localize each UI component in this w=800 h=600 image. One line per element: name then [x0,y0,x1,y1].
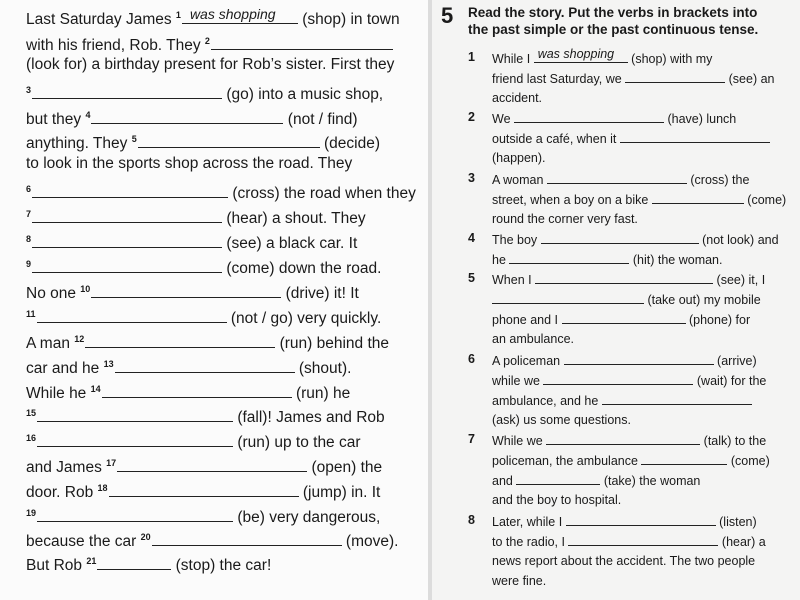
exercise-text: round the corner very fast. [492,212,638,226]
verb-prompt: (take out) my mobile [644,293,761,307]
gap-number: 14 [90,384,101,394]
gap-number: 12 [74,334,85,344]
item-number: 4 [468,231,475,245]
story-line [26,230,357,253]
exercise-line [492,90,542,106]
verb-prompt: (have) lunch [664,112,737,126]
story-line [26,56,394,74]
exercise-line [492,110,736,127]
exercise-text: were fine. [492,574,547,588]
answer-blank[interactable] [641,452,727,465]
verb-prompt: (cross) the [686,173,750,187]
exercise-line [492,47,713,67]
verb-prompt: (run) he [291,385,351,403]
exercise-line [492,211,638,227]
exercise-text: accident. [492,91,543,105]
story-line [26,552,271,575]
exercise-text: and [492,474,517,488]
answer-blank[interactable] [602,392,752,405]
story-line [26,255,381,278]
answer-blank[interactable] [37,507,233,522]
verb-prompt: (be) very dangerous, [233,509,381,527]
exercise-text: A policeman [492,354,564,368]
story-line [26,180,416,203]
answer-blank[interactable] [91,283,281,298]
answer-blank[interactable] [534,47,628,63]
story-line [26,205,366,228]
exercise-instructions-line2: the past simple or the past continuous tense. [468,22,759,37]
story-line [26,479,380,502]
answer-blank[interactable] [32,84,222,99]
exercise-line [492,271,765,288]
answer-blank[interactable] [211,35,393,50]
verb-prompt: (listen) [715,515,757,529]
answer-blank[interactable] [514,110,664,123]
story-text: No one [26,285,81,303]
exercise-text: Later, while I [492,515,566,529]
item-number: 8 [468,513,475,527]
verb-prompt: (come) [743,193,787,207]
answer-blank[interactable] [32,183,228,198]
verb-prompt: (not / find) [283,111,358,129]
gap-number: 10 [80,284,91,294]
gap-number: 2 [204,36,210,46]
answer-blank[interactable] [568,533,718,546]
exercise-text: When I [492,273,536,287]
exercise-text: friend last Saturday, we [492,72,626,86]
answer-blank[interactable] [620,130,770,143]
gap-number: 4 [85,110,91,120]
verb-prompt: (move). [341,533,399,551]
answer-blank[interactable] [492,291,644,304]
exercise-line [492,70,775,87]
exercise-line [492,171,749,188]
answer-blank[interactable] [102,383,292,398]
story-line [26,155,352,173]
exercise-text: The boy [492,233,541,247]
exercise-line [492,553,755,569]
gap-number: 18 [97,483,108,493]
exercise-text: an ambulance. [492,332,575,346]
exercise-text: outside a café, when it [492,132,620,146]
exercise-text: A woman [492,173,547,187]
exercise-text: (happen). [492,151,546,165]
gap-number: 17 [106,458,117,468]
verb-prompt: (see) it, I [713,273,766,287]
exercise-text: We [492,112,514,126]
story-text: but they [26,111,86,129]
story-text: (look for) a birthday present for Rob’s sister. First they [26,56,395,73]
exercise-line [492,412,631,428]
story-text: with his friend, Rob. They [26,37,205,55]
story-line [26,130,380,153]
gap-number: 7 [26,209,32,219]
verb-prompt: (fall)! James and Rob [233,409,385,427]
verb-prompt: (take) the woman [600,474,701,488]
verb-prompt: (phone) for [685,313,751,327]
verb-prompt: (shop) in town [297,11,400,29]
exercise-line [492,513,757,530]
exercise-instructions-line1: Read the story. Put the verbs in brackets into [468,5,758,20]
gap-number: 6 [26,184,32,194]
exercise-text: to the radio, I [492,535,569,549]
exercise-line [492,231,779,248]
gap-number: 20 [140,532,151,542]
gap-number: 9 [26,259,32,269]
verb-prompt: (shout). [294,360,352,378]
item-number: 1 [468,50,475,64]
exercise-text: (ask) us some questions. [492,413,631,427]
item-number: 6 [468,352,475,366]
answer-blank[interactable] [625,70,725,83]
story-text: and James [26,459,107,477]
item-number: 5 [468,271,475,285]
gap-number: 1 [175,10,181,20]
verb-prompt: (run) behind the [275,335,390,353]
exercise-text: street, when a boy on a bike [492,193,652,207]
verb-prompt: (see) an [725,72,775,86]
gap-number: 21 [86,556,97,566]
story-line [26,454,382,477]
answer-blank[interactable] [138,133,320,148]
verb-prompt: (jump) in. It [298,484,381,502]
story-line [26,6,400,29]
answer-blank[interactable] [652,191,744,204]
story-text: But Rob [26,557,87,575]
answer-blank[interactable] [37,308,227,323]
gap-number: 8 [26,234,32,244]
verb-prompt: (drive) it! It [281,285,359,303]
answer-blank[interactable] [97,555,171,570]
answer-blank[interactable] [566,513,716,526]
exercise-line [492,291,761,308]
exercise-line [492,130,770,147]
story-line [26,504,380,527]
exercise-line [492,533,766,550]
item-number: 7 [468,432,475,446]
exercise-text: and the boy to hospital. [492,493,622,507]
verb-prompt: (cross) the road when they [228,185,416,203]
exercise-number: 5 [441,3,454,28]
gap-number: 3 [26,85,32,95]
exercise-line [492,432,766,449]
story-line [26,305,381,328]
verb-prompt: (see) a black car. It [222,235,358,253]
item-number: 2 [468,110,475,124]
exercise-line [492,251,722,268]
exercise-text: ambulance, and he [492,394,602,408]
gap-number: 16 [26,433,37,443]
exercise-line [492,392,752,409]
answer-blank[interactable] [546,432,700,445]
exercise-line [492,352,757,369]
story-text: car and he [26,360,104,378]
example-answer: was shopping [189,6,276,23]
gap-number: 11 [26,309,36,319]
story-line [26,528,398,551]
verb-prompt: (hear) a [718,535,766,549]
gap-number: 15 [26,408,37,418]
story-line [26,380,350,403]
example-answer: was shopping [537,47,615,61]
story-text: door. Rob [26,484,98,502]
gap-number: 5 [131,134,137,144]
story-line [26,280,359,303]
exercise-text: he [492,253,510,267]
story-line [26,106,358,129]
story-text: Last Saturday James [26,11,176,29]
verb-prompt: (open) the [307,459,383,477]
exercise-text: while we [492,374,544,388]
answer-blank[interactable] [37,407,233,422]
verb-prompt: (not / go) very quickly. [226,310,382,328]
exercise-text: news report about the accident. The two people [492,554,756,568]
exercise-line [492,452,770,469]
exercise-text: phone and I [492,313,562,327]
exercise-text: While I [492,52,534,66]
answer-blank[interactable] [32,208,222,223]
answer-blank[interactable] [32,258,222,273]
story-line [26,404,385,427]
exercise-line [492,472,700,489]
verb-prompt: (hear) a shout. They [222,210,366,228]
exercise-text: policeman, the ambulance [492,454,642,468]
verb-prompt: (come) [727,454,770,468]
exercise-line [492,372,766,389]
story-text: because the car [26,533,141,551]
exercise-line [492,331,574,347]
story-line [26,330,389,353]
answer-blank[interactable] [562,311,686,324]
story-line [26,32,393,55]
story-line [26,81,383,104]
story-text: A man [26,335,75,353]
story-text: While he [26,385,91,403]
answer-blank[interactable] [535,271,713,284]
story-text: anything. They [26,135,132,153]
exercise-line [492,191,786,208]
answer-blank[interactable] [564,352,714,365]
verb-prompt: (come) down the road. [222,260,382,278]
answer-blank[interactable] [91,109,283,124]
answer-blank[interactable] [516,472,600,485]
verb-prompt: (hit) the woman. [629,253,723,267]
answer-blank[interactable] [37,432,233,447]
exercise-line [492,150,546,166]
verb-prompt: (run) up to the car [233,434,361,452]
verb-prompt: (shop) with my [627,52,713,66]
answer-blank[interactable] [109,482,299,497]
answer-blank[interactable] [547,171,687,184]
answer-blank[interactable] [152,531,342,546]
answer-blank[interactable] [115,358,295,373]
gap-number: 19 [26,508,37,518]
verb-prompt: (wait) for the [693,374,767,388]
exercise-line [492,492,621,508]
verb-prompt: (not look) and [698,233,779,247]
verb-prompt: (go) into a music shop, [222,86,384,104]
exercise-line [492,311,750,328]
verb-prompt: (decide) [319,135,381,153]
story-text: to look in the sports shop across the road. They [26,155,353,172]
verb-prompt: (talk) to the [700,434,767,448]
exercise-line [492,573,546,589]
answer-blank[interactable] [32,233,222,248]
answer-blank[interactable] [85,333,275,348]
item-number: 3 [468,171,475,185]
answer-blank[interactable] [541,231,699,244]
story-line [26,429,361,452]
answer-blank[interactable] [543,372,693,385]
gap-number: 13 [103,359,114,369]
answer-blank[interactable] [182,6,298,24]
verb-prompt: (stop) the car! [171,557,272,575]
story-line [26,355,351,378]
answer-blank[interactable] [117,457,307,472]
exercise-text: While we [492,434,547,448]
verb-prompt: (arrive) [713,354,757,368]
answer-blank[interactable] [509,251,629,264]
